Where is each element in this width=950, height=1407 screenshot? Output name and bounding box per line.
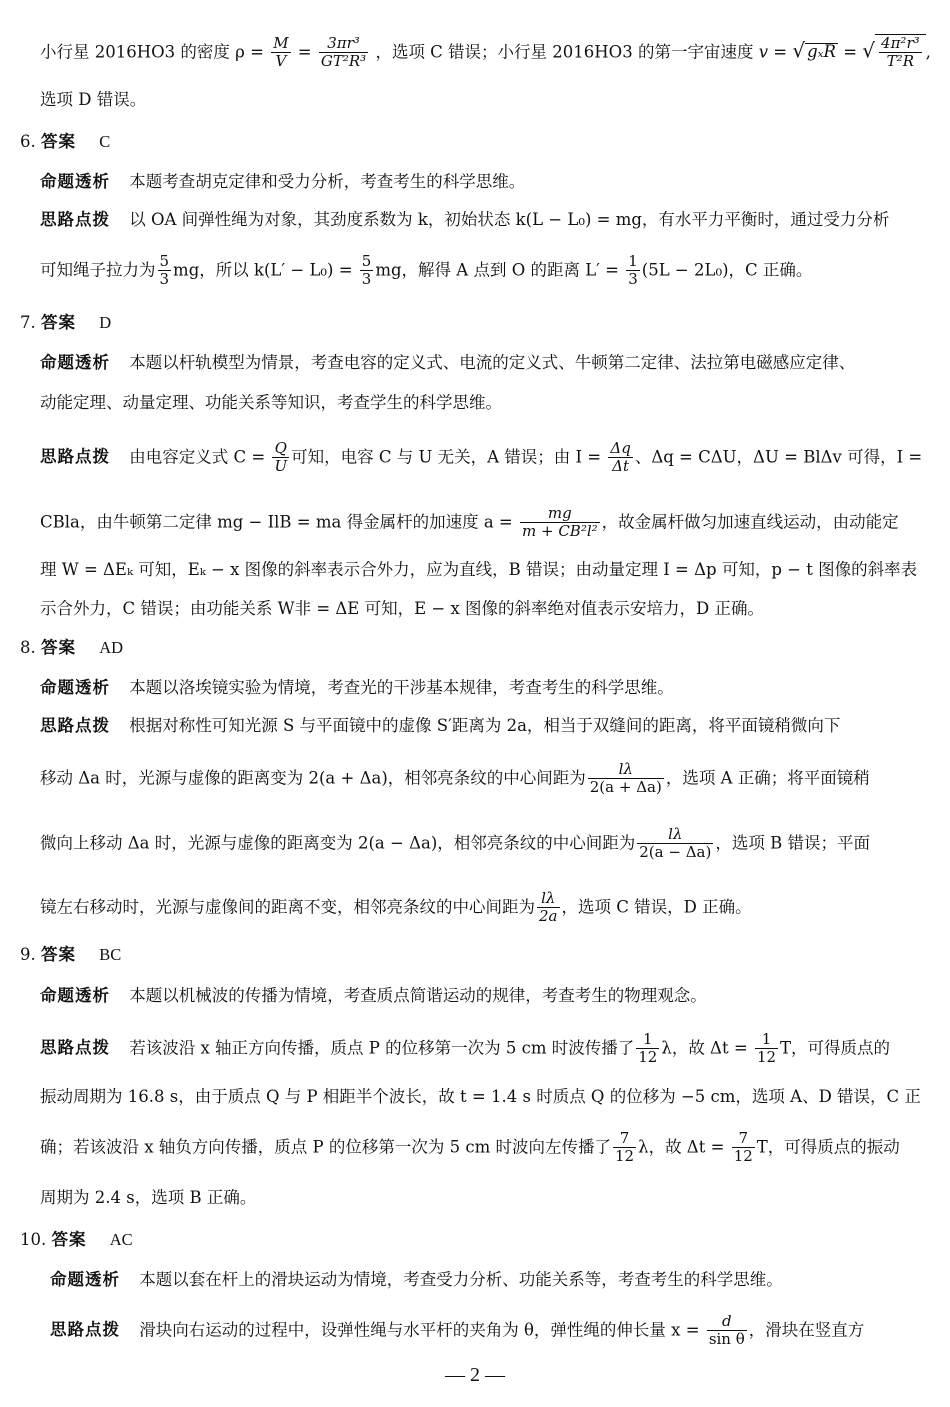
q6-hint-text-2c: mg，解得 A 点到 O 的距离 L′ = [375, 260, 619, 280]
hint-label: 思路点拨 [40, 447, 110, 467]
q10-number: 10. [20, 1230, 47, 1249]
answer-label: 答案 [41, 638, 76, 657]
frac-num: lλ [537, 890, 560, 908]
hint-label: 思路点拨 [40, 716, 110, 735]
fraction-spacing-2 [637, 826, 713, 862]
sqrt-icon: √ [862, 38, 876, 63]
intro-text-a: 小行星 2016HO3 的密度 [40, 42, 230, 62]
q7-analysis-text-2: 动能定理、动量定理、功能关系等知识，考查学生的科学思维。 [40, 393, 502, 412]
q8-answer-line [20, 640, 930, 657]
q7-hint-line-1 [40, 440, 930, 476]
frac-num: 5 [361, 252, 372, 270]
rho-symbol: ρ = [235, 42, 264, 62]
v-symbol: v = [758, 42, 788, 62]
q10-hint-text-1b: ，滑块在竖直方 [748, 1320, 865, 1340]
frac-num: lλ [637, 826, 713, 844]
frac-num: lλ [588, 761, 664, 779]
fraction-1-12 [755, 1031, 778, 1067]
q8-hint-text-2a: 移动 Δa 时，光源与虚像的距离变为 2(a + Δa)，相邻亮条纹的中心间距为 [40, 768, 586, 788]
frac-num: Q [272, 440, 289, 458]
hint-label: 思路点拨 [40, 1038, 110, 1058]
q7-answer-line [20, 315, 930, 332]
q7-hint-text-1b: 可知，电容 C 与 U 无关，A 错误；由 I = [291, 447, 602, 467]
q6-hint-text-2b: mg，所以 k(L′ − L₀) = [173, 260, 353, 280]
frac-den: T²R [886, 52, 914, 71]
fraction-5-3 [158, 253, 172, 289]
frac-den: 12 [638, 1048, 658, 1067]
q9-hint-text-1c: T，可得质点的 [780, 1038, 891, 1058]
intro-line-1: 小行星 2016HO3 的密度 ρ = $\frac{M}{V}$ = $\frac{\text{3πr³}}{\text{GT²R³}}$ ，选项 C 错误；小行星 2016HO3 的第一宇宙速度 v = √ gₓR = √ $\frac{\text{4π²r³}}{\text{T²R}}$ , [40, 34, 931, 71]
fraction-acceleration [520, 505, 600, 541]
equals: = [297, 42, 312, 62]
q9-hint-text-1a: 若该波沿 x 轴正方向传播，质点 P 的位移第一次为 5 cm 时波传播了 [129, 1038, 635, 1058]
q6-hint-text-2a: 可知绳子拉力为 [40, 260, 156, 280]
rho-fraction-2 [319, 35, 368, 71]
q8-hint-text-2b: ，选项 A 正确；将平面镜稍 [665, 768, 870, 788]
q7-hint-line-3 [40, 562, 930, 579]
frac-num: Δq [610, 439, 631, 457]
frac-den: 2(a − Δa) [639, 843, 712, 862]
frac-num: 5 [159, 252, 170, 270]
q8-hint-line-3 [40, 826, 930, 862]
q10-hint-text-1a: 滑块向右运动的过程中，设弹性绳与水平杆的夹角为 θ，弹性绳的伸长量 x = [139, 1320, 700, 1340]
q7-hint-line-4 [40, 601, 930, 618]
q7-number: 7. [20, 313, 36, 332]
q8-number: 8. [20, 638, 36, 657]
frac-den: m + CB²l² [522, 522, 598, 541]
q9-hint-line-3 [40, 1130, 930, 1166]
q9-hint-line-4 [40, 1190, 930, 1207]
q7-hint-text-3: 理 W = ΔEₖ 可知，Eₖ − x 图像的斜率表示合外力，应为直线，B 错误；由动量定理 I = Δp 可知，p − t 图像的斜率表 [40, 560, 918, 579]
frac-den: 12 [733, 1147, 753, 1166]
hint-label: 思路点拨 [50, 1320, 120, 1340]
sqrt-content-2 [875, 34, 926, 71]
intro-text-b: ，选项 C 错误；小行星 2016HO3 的第一宇宙速度 [375, 42, 754, 62]
frac-den: U [274, 457, 288, 476]
q9-number: 9. [20, 945, 36, 964]
fraction-spacing-1 [588, 761, 664, 797]
q7-hint-text-2b: ，故金属杆做匀加速直线运动，由动能定 [601, 512, 899, 532]
answer-label: 答案 [41, 132, 76, 151]
intro-line-2 [40, 92, 930, 109]
frac-den: 12 [756, 1048, 777, 1067]
frac-num: d [707, 1313, 747, 1331]
frac-den: sin θ [708, 1330, 745, 1349]
q7-answer-value: D [99, 313, 112, 332]
fraction-7-12 [613, 1130, 636, 1166]
q7-hint-text-4: 示合外力，C 错误；由功能关系 W非 = ΔE 可知，E − x 图像的斜率绝对值表示安培力，D 正确。 [40, 599, 764, 618]
q9-hint-text-1b: λ，故 Δt = [661, 1038, 748, 1058]
q6-hint-text-2d: (5L − 2L₀)，C 正确。 [641, 260, 813, 280]
frac-num: 3πr³ [319, 35, 368, 53]
q9-answer-value: BC [99, 945, 122, 964]
frac-den: 12 [615, 1147, 635, 1166]
q6-analysis-text: 本题考查胡克定律和受力分析，考查考生的科学思维。 [129, 172, 526, 191]
q8-hint-text-1: 根据对称性可知光源 S 与平面镜中的虚像 S′距离为 2a，相当于双缝间的距离，将平面镜稍微向下 [129, 716, 841, 735]
q7-analysis-text-1: 本题以杆轨模型为情景，考查电容的定义式、电流的定义式、牛顿第二定律、法拉第电磁感应定律、 [129, 353, 856, 372]
q7-analysis-line-1 [40, 355, 930, 372]
fraction-spacing-3 [537, 890, 560, 926]
rho-fraction-1 [271, 35, 290, 71]
q8-analysis-text: 本题以洛埃镜实验为情境，考查光的干涉基本规律，考查考生的科学思维。 [129, 678, 674, 697]
q10-analysis-text: 本题以套在杆上的滑块运动为情境，考查受力分析、功能关系等，考查考生的科学思维。 [139, 1270, 783, 1289]
q9-hint-text-4: 周期为 2.4 s，选项 B 正确。 [40, 1188, 257, 1207]
q10-answer-value: AC [109, 1230, 133, 1249]
answer-label: 答案 [41, 945, 76, 964]
q6-hint-line-1 [40, 212, 930, 229]
fraction-7-12 [732, 1130, 755, 1166]
frac-den: V [275, 52, 287, 71]
fraction-d-sin [707, 1313, 747, 1349]
q9-hint-text-2: 振动周期为 16.8 s，由于质点 Q 与 P 相距半个波长，故 t = 1.4 s 时质点 Q 的位移为 −5 cm，选项 A、D 错误，C 正 [40, 1087, 921, 1106]
analysis-label: 命题透析 [50, 1270, 120, 1289]
v-fraction [879, 35, 922, 71]
sqrt-content-1: gₓR [807, 42, 836, 62]
page-number: — 2 — [445, 1364, 505, 1386]
fraction-1-12 [636, 1031, 659, 1067]
frac-den: 2a [539, 907, 558, 926]
fraction-5-3 [360, 253, 374, 289]
q8-analysis [40, 680, 930, 697]
analysis-label: 命题透析 [40, 678, 110, 697]
q9-answer-line [20, 947, 930, 964]
q9-hint-text-3c: T，可得质点的振动 [756, 1137, 900, 1157]
q8-hint-text-3b: ，选项 B 错误；平面 [715, 833, 870, 853]
q7-hint-line-2 [40, 505, 930, 541]
q8-hint-line-1 [40, 718, 930, 735]
analysis-label: 命题透析 [40, 353, 110, 372]
frac-num: 7 [613, 1130, 636, 1148]
frac-num: 1 [755, 1031, 778, 1049]
q8-hint-line-2 [40, 761, 930, 797]
frac-den: 3 [159, 270, 170, 289]
frac-num: 7 [732, 1130, 755, 1148]
analysis-label: 命题透析 [40, 172, 110, 191]
q6-number: 6. [20, 132, 36, 151]
frac-den: GT²R³ [320, 52, 367, 71]
sqrt-icon: √ [792, 38, 806, 63]
frac-den: 2(a + Δa) [589, 778, 662, 797]
q8-hint-text-4b: ，选项 C 错误，D 正确。 [561, 897, 752, 917]
q8-answer-value: AD [99, 638, 124, 657]
q10-answer-line [20, 1232, 930, 1249]
q7-analysis-line-2 [40, 395, 930, 412]
q6-analysis [40, 174, 930, 191]
equals: = [843, 42, 858, 62]
q9-hint-text-3b: λ，故 Δt = [638, 1137, 725, 1157]
frac-num: mg [520, 505, 600, 523]
fraction-q-u [272, 440, 289, 476]
q9-analysis [40, 988, 930, 1005]
q9-hint-line-1 [40, 1031, 930, 1067]
answer-label: 答案 [51, 1230, 87, 1249]
fraction-1-3 [626, 253, 640, 289]
q9-analysis-text: 本题以机械波的传播为情境，考查质点简谐运动的规律，考查考生的物理观念。 [129, 986, 707, 1005]
q7-hint-text-1a: 由电容定义式 C = [129, 447, 266, 467]
frac-den: Δt [612, 457, 630, 476]
frac-num: M [273, 34, 289, 52]
q6-answer-value: C [99, 132, 111, 151]
q9-hint-line-2 [40, 1089, 930, 1106]
frac-den: 3 [628, 270, 638, 289]
q7-hint-text-1c: 、Δq = CΔU，ΔU = BlΔv 可得，I = [634, 447, 923, 467]
q10-analysis [50, 1272, 930, 1289]
q8-hint-text-3a: 微向上移动 Δa 时，光源与虚像的距离变为 2(a − Δa)，相邻亮条纹的中心间距为 [40, 833, 636, 853]
q6-answer-line [20, 134, 930, 151]
q8-hint-line-4 [40, 890, 930, 926]
hint-label: 思路点拨 [40, 210, 110, 229]
q6-hint-line-2 [40, 253, 930, 289]
q8-hint-text-4a: 镜左右移动时，光源与虚像间的距离不变，相邻亮条纹的中心间距为 [40, 897, 535, 917]
analysis-label: 命题透析 [40, 986, 110, 1005]
frac-num: 1 [636, 1031, 659, 1049]
q10-hint-line-1 [50, 1313, 930, 1349]
q7-hint-text-2a: CBla，由牛顿第二定律 mg − IlB = ma 得金属杆的加速度 a = [40, 512, 513, 532]
fraction-dq-dt [608, 440, 632, 476]
frac-num: 4π²r³ [881, 34, 920, 52]
answer-label: 答案 [41, 313, 76, 332]
q6-hint-text-1: 以 OA 间弹性绳为对象，其劲度系数为 k，初始状态 k(L − L₀) = mg，有水平力平衡时，通过受力分析 [129, 210, 890, 229]
frac-den: 3 [361, 270, 372, 289]
frac-num: 1 [628, 252, 638, 270]
q9-hint-text-3a: 确；若该波沿 x 轴负方向传播，质点 P 的位移第一次为 5 cm 时波向左传播了 [40, 1137, 612, 1157]
intro-text-c: 选项 D 错误。 [40, 90, 147, 109]
